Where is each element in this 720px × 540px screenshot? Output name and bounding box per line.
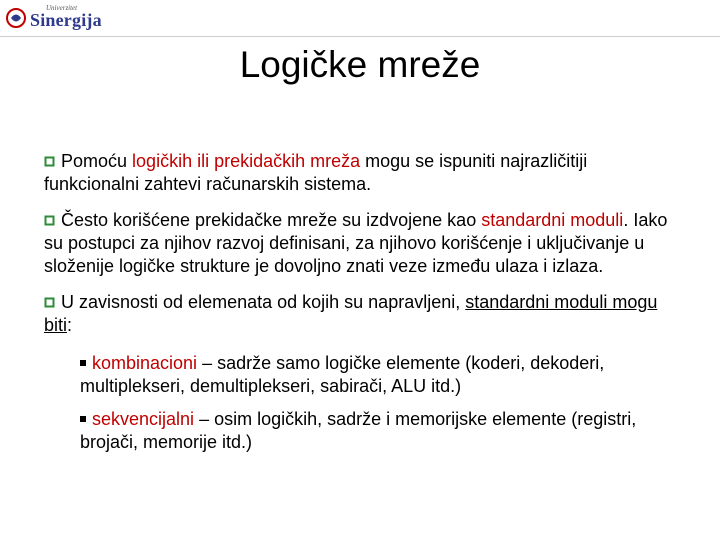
p2-highlight: standardni moduli bbox=[481, 210, 624, 230]
p1-text-a: Pomoću bbox=[61, 151, 133, 171]
p2-text-a: Često korišćene prekidačke mreže su izdvojene kao bbox=[61, 210, 482, 230]
s1-term: kombinacioni bbox=[92, 353, 198, 373]
university-logo bbox=[6, 4, 102, 32]
slide-content bbox=[44, 150, 684, 464]
p3-text-c: : bbox=[67, 315, 73, 335]
paragraph-3 bbox=[44, 291, 684, 337]
p1-highlight: logičkih ili prekidačkih mreža bbox=[132, 151, 361, 171]
square-bullet-icon bbox=[80, 416, 86, 422]
sub-item-1 bbox=[80, 352, 684, 398]
paragraph-1 bbox=[44, 150, 684, 196]
logo-name: Sinergija bbox=[30, 10, 102, 30]
paragraph-2 bbox=[44, 209, 684, 278]
logo-small-text: Univerzitet bbox=[46, 4, 78, 12]
checkbox-bullet-icon bbox=[44, 215, 55, 226]
slide-title: Logičke mreže bbox=[239, 44, 481, 85]
p3-text-a: U zavisnosti od elemenata od kojih su napravljeni, bbox=[61, 292, 466, 312]
header-divider bbox=[0, 36, 720, 37]
s1-text: – sadrže samo logičke elemente (koderi, dekoderi, multiplekseri, demultiplekseri, sabirači, ALU itd.) bbox=[80, 353, 605, 396]
p3-underlined: standardni moduli mogu biti bbox=[44, 292, 658, 335]
p2-text-c: . Iako su postupci za njihov razvoj definisani, za njihovo korišćenje i uključivanje u složenije logičke strukture je dovoljno znati veze između ulaza i izlaza. bbox=[44, 210, 668, 276]
checkbox-bullet-icon bbox=[44, 156, 55, 167]
s2-text: – osim logičkih, sadrže i memorijske elemente (registri, brojači, memorije itd.) bbox=[80, 409, 637, 452]
s2-term: sekvencijalni bbox=[92, 409, 195, 429]
checkbox-bullet-icon bbox=[44, 297, 55, 308]
p1-text-c: mogu se ispuniti najrazličitiji funkcionalni zahtevi računarskih sistema. bbox=[44, 151, 588, 194]
square-bullet-icon bbox=[80, 360, 86, 366]
sub-item-2 bbox=[80, 408, 684, 454]
logo-mark-icon bbox=[6, 8, 26, 28]
